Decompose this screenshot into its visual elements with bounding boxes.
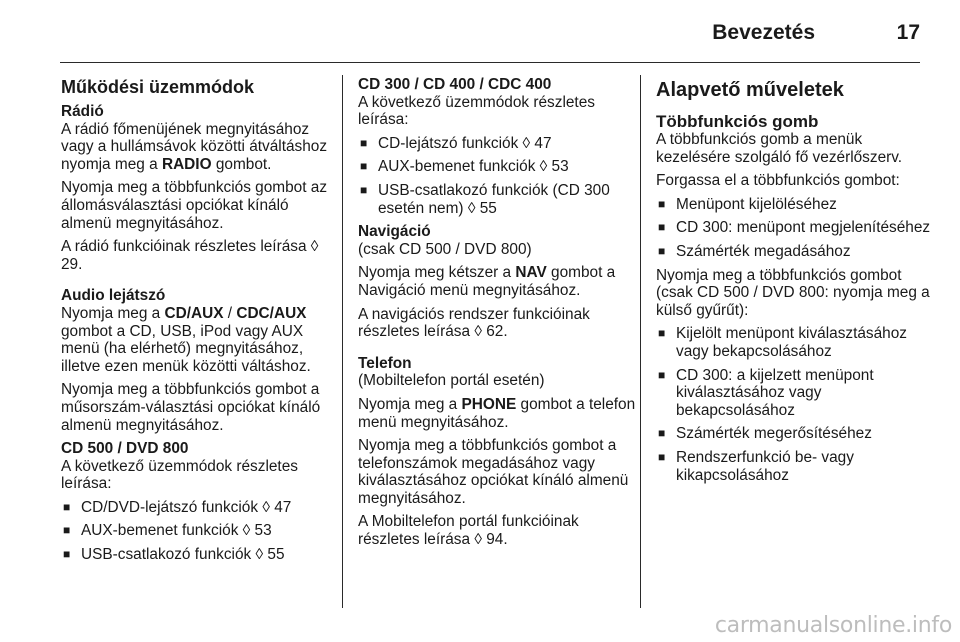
list-item: ■ CD/DVD-lejátszó funkciók ◊ 47	[61, 499, 333, 517]
heading-audio-player: Audio lejátszó	[61, 287, 166, 305]
text: gombot a Navigáció menü megnyitásához.	[358, 264, 616, 299]
watermark: carmanualsonline.info	[714, 613, 952, 638]
nav-paragraph-3: A navigációs rendszer funkcióinak részletes leírása ◊ 62.	[358, 305, 590, 341]
phone-paragraph-4: A Mobiltelefon portál funkcióinak részletes leírása ◊ 94.	[358, 513, 579, 549]
column-divider-1	[342, 75, 343, 608]
list-item: ■ AUX-bemenet funkciók ◊ 53	[358, 158, 636, 176]
cd300-list	[358, 135, 636, 217]
heading-phone: Telefon	[358, 354, 412, 372]
heading-multifunction-knob: Többfunkciós gomb	[656, 112, 819, 131]
list-item: ■ USB-csatlakozó funkciók (CD 300 esetén nem) ◊ 55	[358, 182, 636, 217]
list-item: ■ CD 300: menüpont megjelenítéséhez	[656, 219, 932, 237]
cd300-paragraph: A következő üzemmódok részletes leírása:	[358, 93, 595, 129]
text: Nyomja meg a	[61, 304, 165, 322]
nav-button-name: NAV	[515, 264, 547, 282]
header-divider	[60, 62, 920, 63]
text: gombot.	[211, 155, 272, 173]
audio-paragraph-2: Nyomja meg a többfunkciós gombot a műsorszám-választási opciókat kínáló almenü megnyitásához.	[61, 381, 321, 434]
list-item: ■ CD-lejátszó funkciók ◊ 47	[358, 135, 636, 153]
cd-aux-button-name: CD/AUX	[164, 304, 224, 322]
text: gombot a telefon menü megnyitásához.	[358, 395, 636, 431]
list-item: ■ Menüpont kijelöléséhez	[656, 196, 932, 214]
header-title: Bevezetés	[712, 21, 815, 44]
text: A rádió főmenüjének megnyitásához vagy a hullámsávok közötti átváltáshoz nyomja meg a	[61, 120, 328, 173]
radio-button-name: RADIO	[161, 155, 212, 173]
nav-paragraph-1: (csak CD 500 / DVD 800)	[358, 240, 532, 258]
list-item: ■ Számérték megadásához	[656, 243, 932, 261]
page-number: 17	[896, 21, 920, 44]
section-title-operating-modes: Működési üzemmódok	[61, 77, 255, 97]
phone-button-name: PHONE	[461, 395, 517, 413]
heading-radio: Rádió	[61, 103, 104, 120]
mf-paragraph-2: Forgassa el a többfunkciós gombot:	[656, 172, 900, 190]
press-list	[656, 325, 932, 484]
radio-paragraph-2: Nyomja meg a többfunkciós gombot az állomásválasztási opciókat kínáló almenü megnyitásához.	[61, 179, 328, 232]
cd500-list	[61, 499, 333, 564]
phone-paragraph-3: Nyomja meg a többfunkciós gombot a telefonszámok megadásához vagy kiválasztásához opciókat kínáló almenü megnyitásához.	[358, 437, 629, 507]
list-item: ■ AUX-bemenet funkciók ◊ 53	[61, 522, 333, 540]
radio-paragraph-1	[61, 121, 333, 174]
text: /	[223, 304, 237, 322]
phone-paragraph-1: (Mobiltelefon portál esetén)	[358, 372, 545, 390]
list-item: ■ USB-csatlakozó funkciók ◊ 55	[61, 546, 333, 564]
heading-cd500: CD 500 / DVD 800	[61, 440, 189, 458]
text: Nyomja meg kétszer a	[358, 264, 516, 282]
heading-cd300: CD 300 / CD 400 / CDC 400	[358, 76, 552, 93]
audio-paragraph-1	[61, 305, 333, 375]
cd500-paragraph: A következő üzemmódok részletes leírása:	[61, 457, 298, 493]
heading-navigation: Navigáció	[358, 223, 431, 241]
list-item: ■ Kijelölt menüpont kiválasztásához vagy bekapcsolásához	[656, 325, 932, 360]
nav-paragraph-2	[358, 264, 636, 299]
list-item: ■ Számérték megerősítéséhez	[656, 425, 932, 443]
rotate-list	[656, 196, 932, 261]
cdc-aux-button-name: CDC/AUX	[236, 304, 307, 322]
list-item: ■ Rendszerfunkció be- vagy kikapcsolásához	[656, 449, 932, 484]
section-title-basic-operations: Alapvető műveletek	[656, 79, 844, 101]
text: Nyomja meg a	[358, 395, 462, 413]
column-1	[61, 76, 333, 570]
radio-paragraph-3: A rádió funkcióinak részletes leírása ◊ 29.	[61, 238, 319, 273]
phone-paragraph-2	[358, 396, 636, 431]
text: gombot a CD, USB, iPod vagy AUX menü (ha elérhető) megnyitásához, illetve ezen menük közötti váltáshoz.	[61, 322, 311, 375]
column-2	[358, 76, 636, 555]
column-divider-2	[640, 75, 641, 608]
list-item: ■ CD 300: a kijelzett menüpont kiválasztásához vagy bekapcsolásához	[656, 367, 932, 420]
column-3	[656, 76, 932, 490]
mf-paragraph-3: Nyomja meg a többfunkciós gombot (csak CD 500 / DVD 800: nyomja meg a külső gyűrűt):	[656, 266, 930, 319]
mf-paragraph-1: A többfunkciós gomb a menük kezelésére szolgáló fő vezérlőszerv.	[656, 131, 903, 166]
